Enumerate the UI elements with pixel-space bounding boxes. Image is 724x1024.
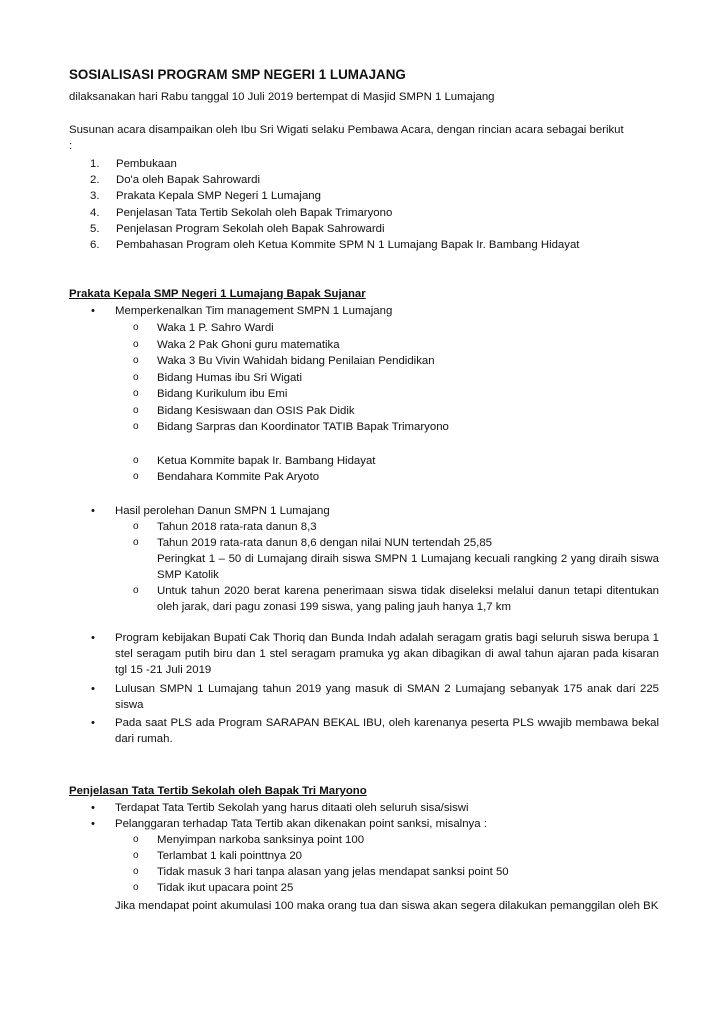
agenda-item bbox=[69, 156, 579, 172]
agenda-text: Pembahasan Program oleh Ketua Kommite SPM N 1 Lumajang Bapak Ir. Bambang Hidayat bbox=[116, 238, 580, 251]
agenda-item bbox=[69, 237, 579, 253]
agenda-number: 1. bbox=[90, 158, 100, 170]
sub-item bbox=[133, 880, 659, 896]
sub-item bbox=[133, 419, 659, 435]
sub-item bbox=[133, 453, 659, 469]
bullet-text: Pada saat PLS ada Program SARAPAN BEKAL IBU, oleh karenanya peserta PLS wwajib membawa bekal dari rumah. bbox=[115, 717, 659, 746]
sub-item bbox=[133, 848, 659, 864]
circle-bullet-icon: o bbox=[133, 882, 139, 893]
sub-item bbox=[133, 535, 659, 551]
document-subtitle: dilaksanakan hari Rabu tanggal 10 Juli 2019 bertempat di Masjid SMPN 1 Lumajang bbox=[69, 91, 495, 103]
circle-bullet-icon: o bbox=[133, 405, 139, 416]
bullet-text: Hasil perolehan Danun SMPN 1 Lumajang bbox=[115, 505, 330, 517]
agenda-item bbox=[69, 205, 579, 221]
sub-item bbox=[133, 337, 659, 353]
agenda-item bbox=[69, 221, 579, 237]
bullet-icon: • bbox=[91, 632, 95, 644]
circle-bullet-icon: o bbox=[133, 537, 139, 548]
section-heading-tata-tertib: Penjelasan Tata Tertib Sekolah oleh Bapak Tri Maryono bbox=[69, 785, 367, 797]
document-title: SOSIALISASI PROGRAM SMP NEGERI 1 LUMAJANG bbox=[69, 67, 406, 82]
sub-item-text: Menyimpan narkoba sanksinya point 100 bbox=[157, 834, 365, 846]
sub-item-text: Bidang Humas ibu Sri Wigati bbox=[157, 372, 302, 384]
circle-bullet-icon: o bbox=[133, 521, 139, 532]
bullet-icon: • bbox=[91, 802, 95, 814]
agenda-text: Prakata Kepala SMP Negeri 1 Lumajang bbox=[116, 190, 321, 203]
circle-bullet-icon: o bbox=[133, 372, 139, 383]
circle-bullet-icon: o bbox=[133, 585, 139, 596]
agenda-number: 4. bbox=[90, 206, 100, 219]
circle-bullet-icon: o bbox=[133, 471, 139, 482]
circle-bullet-icon: o bbox=[133, 339, 139, 350]
agenda-item bbox=[69, 188, 579, 204]
bullet-item bbox=[91, 800, 659, 816]
sub-item bbox=[133, 469, 659, 485]
bullet-text: Program kebijakan Bupati Cak Thoriq dan Bunda Indah adalah seragam gratis bagi seluruh siswa berupa 1 stel seragam putih biru dan 1 stel seragam pramuka yg akan dibagikan di awal tahun ajaran pada kisaran tgl 15 -21 Juli 2019 bbox=[115, 632, 659, 677]
bullet-text: Lulusan SMPN 1 Lumajang tahun 2019 yang masuk di SMAN 2 Lumajang sebanyak 175 anak dari 225 siswa bbox=[115, 683, 659, 712]
sub-item-continuation: Peringkat 1 – 50 di Lumajang diraih siswa SMPN 1 Lumajang kecuali rangking 2 yang diraih siswa SMP Katolik bbox=[157, 553, 659, 582]
bullet-text: Memperkenalkan Tim management SMPN 1 Lumajang bbox=[115, 305, 393, 317]
agenda-number: 2. bbox=[90, 174, 100, 187]
circle-bullet-icon: o bbox=[133, 850, 139, 861]
agenda-number: 6. bbox=[90, 238, 100, 251]
sub-item bbox=[133, 583, 659, 615]
sub-item-text: Waka 3 Bu Vivin Wahidah bidang Penilaian Pendidikan bbox=[157, 355, 435, 367]
sub-item bbox=[133, 370, 659, 386]
sub-item-text: Bidang Kurikulum ibu Emi bbox=[157, 388, 288, 400]
sub-item bbox=[133, 832, 659, 848]
sub-item-text: Terlambat 1 kali pointtnya 20 bbox=[157, 850, 302, 862]
intro-line: Susunan acara disampaikan oleh Ibu Sri Wigati selaku Pembawa Acara, dengan rincian acara sebagai berikut bbox=[69, 124, 624, 136]
sub-item-text: Tahun 2019 rata-rata danun 8,6 dengan nilai NUN tertendah 25,85 bbox=[157, 537, 492, 549]
bullet-item bbox=[91, 630, 659, 679]
intro-line-colon: : bbox=[69, 140, 73, 153]
circle-bullet-icon: o bbox=[133, 866, 139, 877]
sub-item-text: Tidak masuk 3 hari tanpa alasan yang jelas mendapat sanksi point 50 bbox=[157, 866, 509, 878]
sub-item-text: Tidak ikut upacara point 25 bbox=[157, 882, 294, 894]
circle-bullet-icon: o bbox=[133, 355, 139, 366]
sub-item-text: Ketua Kommite bapak Ir. Bambang Hidayat bbox=[157, 455, 376, 467]
bullet-item bbox=[91, 303, 659, 319]
sub-item bbox=[133, 353, 659, 369]
bullet-text: Terdapat Tata Tertib Sekolah yang harus ditaati oleh seluruh sisa/siswi bbox=[115, 802, 469, 814]
sub-item bbox=[133, 864, 659, 880]
agenda-text: Do'a oleh Bapak Sahrowardi bbox=[116, 174, 261, 187]
agenda-text: Pembukaan bbox=[116, 158, 177, 170]
intro-paragraph bbox=[69, 122, 659, 154]
agenda-text: Penjelasan Tata Tertib Sekolah oleh Bapak Trimaryono bbox=[116, 206, 393, 219]
circle-bullet-icon: o bbox=[133, 834, 139, 845]
sub-item-text: Waka 1 P. Sahro Wardi bbox=[157, 322, 274, 334]
bullet-icon: • bbox=[91, 305, 95, 317]
sub-item-text: Bidang Kesiswaan dan OSIS Pak Didik bbox=[157, 405, 355, 417]
circle-bullet-icon: o bbox=[133, 455, 139, 466]
bullet-text: Pelanggaran terhadap Tata Tertib akan dikenakan point sanksi, misalnya : bbox=[115, 818, 487, 830]
bullet-icon: • bbox=[91, 683, 95, 695]
agenda-number: 5. bbox=[90, 222, 100, 235]
bullet-icon: • bbox=[91, 505, 95, 517]
bullet-icon: • bbox=[91, 717, 95, 729]
circle-bullet-icon: o bbox=[133, 388, 139, 399]
closing-paragraph: Jika mendapat point akumulasi 100 maka orang tua dan siswa akan segera dilakukan pemanggilan oleh BK bbox=[115, 900, 659, 912]
sub-item-text: Tahun 2018 rata-rata danun 8,3 bbox=[157, 521, 317, 533]
sub-item-text: Waka 2 Pak Ghoni guru matematika bbox=[157, 339, 340, 351]
sub-item bbox=[133, 519, 659, 535]
sub-item-text: Bendahara Kommite Pak Aryoto bbox=[157, 471, 320, 483]
sub-item-text: Untuk tahun 2020 berat karena penerimaan siswa tidak diseleksi melalui danun tetapi ditentukan oleh jarak, dari pagu zonasi 199 siswa, yang paling jauh hanya 1,7 km bbox=[157, 585, 659, 614]
agenda-number: 3. bbox=[90, 190, 100, 203]
sub-item bbox=[133, 403, 659, 419]
bullet-item bbox=[91, 816, 659, 832]
bullet-item bbox=[91, 715, 659, 747]
bullet-icon: • bbox=[91, 818, 95, 830]
circle-bullet-icon: o bbox=[133, 421, 139, 432]
bullet-item bbox=[91, 681, 659, 713]
sub-item-text: Bidang Sarpras dan Koordinator TATIB Bapak Trimaryono bbox=[157, 421, 449, 433]
agenda-list bbox=[69, 156, 579, 253]
sub-item bbox=[133, 320, 659, 336]
sub-item bbox=[133, 386, 659, 402]
bullet-item bbox=[91, 503, 659, 519]
section-heading-prakata: Prakata Kepala SMP Negeri 1 Lumajang Bapak Sujanar bbox=[69, 288, 366, 300]
agenda-text: Penjelasan Program Sekolah oleh Bapak Sahrowardi bbox=[116, 222, 385, 235]
agenda-item bbox=[69, 172, 579, 188]
circle-bullet-icon: o bbox=[133, 322, 139, 333]
